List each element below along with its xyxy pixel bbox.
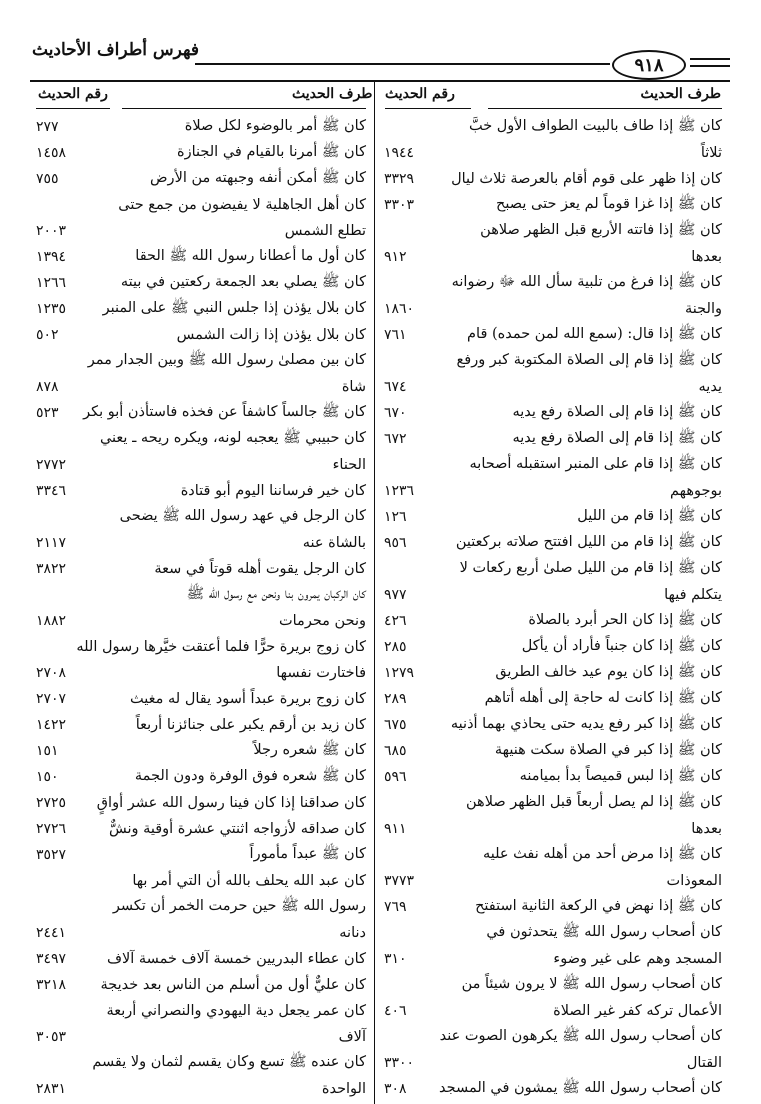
- hadith-text: يديه: [698, 379, 722, 395]
- hadith-text: ونحن محرمات: [278, 613, 366, 629]
- hadith-text: كان ﷺ إذا لبس قميصاً بدأ بميامنه: [519, 767, 722, 784]
- hadith-text: كان ﷺ شعره فوق الوفرة ودون الجمة: [134, 767, 366, 784]
- index-line: [384, 920, 722, 946]
- hadith-text: بعدها: [691, 249, 722, 265]
- index-line: [36, 608, 366, 634]
- hadith-number: ١٥١: [36, 743, 59, 759]
- hadith-text: كان ﷺ إذا قام إلى الصلاة رفع يديه: [512, 429, 722, 446]
- index-line: [36, 452, 366, 478]
- hadith-number: ١٢٣٥: [36, 301, 67, 317]
- hadith-text: كان ﷺ إذا نهض في الركعة الثانية استفتح: [475, 897, 722, 914]
- index-line: [384, 218, 722, 244]
- hadith-text: والجنة: [685, 301, 722, 317]
- index-line: [384, 764, 722, 790]
- right-hadith-header: طرف الحديث: [640, 86, 721, 102]
- hadith-text: بالشاة عنه: [302, 535, 366, 551]
- index-line: [36, 946, 366, 972]
- index-line: [384, 634, 722, 660]
- hadith-text: كان ﷺ إذا كان الحر أبرد بالصلاة: [528, 611, 722, 628]
- hadith-number: ٧٦١: [384, 327, 407, 343]
- hadith-text: كان أهل الجاهلية لا يفيضون من جمع حتى: [118, 197, 366, 213]
- hadith-text: القتال: [686, 1055, 722, 1071]
- hadith-text: كان الرجل يقوت أهله قوتاً في سعة: [154, 561, 366, 577]
- index-line: [384, 374, 722, 400]
- hadith-text: كان ﷺ إذا قام من الليل صلىٰ أربع ركعات لا: [459, 559, 722, 576]
- hadith-text: كان أول ما أعطانا رسول الله ﷺ الحقا: [135, 247, 366, 264]
- index-line: [36, 998, 366, 1024]
- hadith-text: ثلاثاً: [700, 145, 722, 161]
- hadith-text: كان ﷺ إذا قام إلى الصلاة المكتوبة كبر ورفع: [456, 351, 722, 368]
- index-line: [384, 140, 722, 166]
- hadith-number: ٢٨٣١: [36, 1081, 67, 1097]
- hadith-number: ٦٨٥: [384, 743, 407, 759]
- hadith-text: كان ﷺ إذا قام من الليل: [577, 507, 722, 524]
- index-line: [384, 1076, 722, 1102]
- index-line: [384, 296, 722, 322]
- column-divider: [374, 80, 375, 1104]
- hadith-text: كان ﷺ إذا قام إلى الصلاة رفع يديه: [512, 403, 722, 420]
- hadith-text: كان أصحاب رسول الله ﷺ يكرهون الصوت عند: [439, 1027, 722, 1044]
- index-line: [384, 790, 722, 816]
- hadith-text: الأعمال تركه كفر غير الصلاة: [553, 1003, 722, 1019]
- index-line: [36, 114, 366, 140]
- hadith-text: كان ﷺ إذا طاف بالبيت الطواف الأول خبَّ: [468, 117, 722, 134]
- index-line: [384, 1024, 722, 1050]
- hadith-text: كان بين مصلىٰ رسول الله ﷺ وبين الجدار ممر: [87, 351, 366, 368]
- index-line: [36, 660, 366, 686]
- hadith-text: كان ﷺ إذا قام من الليل افتتح صلاته بركعتين: [455, 533, 722, 550]
- hadith-number: ١٨٨٢: [36, 613, 67, 629]
- hadith-number: ٣٠٥٣: [36, 1029, 67, 1045]
- hadith-text: كان ﷺ إذا كان جنباً فأراد أن يأكل: [521, 637, 722, 654]
- hadith-number: ٦٧٢: [384, 431, 407, 447]
- hadith-text: كان ﷺ أمر بالوضوء لكل صلاة: [184, 117, 366, 134]
- header-rule-left: [195, 63, 610, 65]
- hadith-number: ٣٣٤٦: [36, 483, 67, 499]
- hadith-text: كان أصحاب رسول الله ﷺ يمشون في المسجد: [439, 1079, 722, 1096]
- hadith-number: ٨٧٨: [36, 379, 59, 395]
- index-line: [384, 504, 722, 530]
- hadith-number: ١٢٦: [384, 509, 407, 525]
- hadith-text: كان إذا ظهر على قوم أقام بالعرصة ثلاث ليال: [451, 171, 722, 187]
- index-line: [36, 816, 366, 842]
- hadith-number: ٧٦٩: [384, 899, 407, 915]
- hadith-text: كان عليٌّ أول من أسلم من الناس بعد خديجة: [100, 977, 366, 993]
- right-header-underline-num: [385, 108, 471, 109]
- index-line: [36, 322, 366, 348]
- right-column: [384, 114, 722, 1102]
- hadith-number: ٣٨٢٢: [36, 561, 67, 577]
- hadith-number: ١٢٣٦: [384, 483, 415, 499]
- hadith-number: ٩٧٧: [384, 587, 407, 603]
- index-line: [36, 296, 366, 322]
- right-number-header: رقم الحديث: [385, 86, 455, 102]
- hadith-text: كان حبيبي ﷺ يعجبه لونه، ويكره ريحه ـ يعني: [99, 429, 366, 446]
- hadith-number: ٦٧٤: [384, 379, 407, 395]
- index-line: [36, 374, 366, 400]
- index-line: [36, 712, 366, 738]
- hadith-text: كان أصحاب رسول الله ﷺ يتحدثون في: [486, 923, 722, 940]
- hadith-text: دنانه: [339, 925, 366, 941]
- hadith-number: ٣٣٠٠: [384, 1055, 415, 1071]
- index-line: [384, 582, 722, 608]
- hadith-number: ٦٧٠: [384, 405, 407, 421]
- index-line: [384, 556, 722, 582]
- index-line: [384, 348, 722, 374]
- hadith-number: ٧٥٥: [36, 171, 59, 187]
- index-line: [384, 166, 722, 192]
- hadith-number: ١٣٩٤: [36, 249, 67, 265]
- hadith-number: ٢٧٢٥: [36, 795, 67, 811]
- hadith-text: الواحدة: [321, 1081, 366, 1097]
- hadith-number: ٩١١: [384, 821, 407, 837]
- hadith-text: كان زوج بريرة عبداً أسود يقال له مغيث: [130, 691, 366, 707]
- hadith-number: ٢٧٢٦: [36, 821, 67, 837]
- hadith-text: كان صداقه لأزواجه اثنتي عشرة أوقية ونشٌّ: [108, 821, 366, 837]
- left-column: [36, 114, 366, 1102]
- index-line: [36, 764, 366, 790]
- hadith-text: بوجوههم: [670, 483, 722, 499]
- index-line: [36, 686, 366, 712]
- hadith-text: كان ﷺ إذا غزا قوماً لم يعز حتى يصبح: [496, 195, 722, 212]
- index-line: [36, 582, 366, 608]
- index-line: [36, 166, 366, 192]
- hadith-text: كان عطاء البدريين خمسة آلاف خمسة آلاف: [106, 951, 366, 967]
- hadith-text: كان ﷺ أمكن أنفه وجبهته من الأرض: [150, 169, 366, 186]
- index-line: [36, 790, 366, 816]
- hadith-number: ٣٣٢٩: [384, 171, 415, 187]
- header-rule-right-top: [690, 58, 730, 60]
- hadith-text: كان ﷺ أمرنا بالقيام في الجنازة: [177, 143, 366, 160]
- hadith-number: ٣٥٢٧: [36, 847, 67, 863]
- hadith-number: ٦٧٥: [384, 717, 407, 733]
- left-number-header: رقم الحديث: [38, 86, 108, 102]
- hadith-text: كان خير فرساننا اليوم أبو قتادة: [180, 483, 366, 499]
- index-line: [36, 972, 366, 998]
- index-line: [36, 218, 366, 244]
- hadith-number: ٣٧٧٣: [384, 873, 415, 889]
- index-line: [36, 738, 366, 764]
- index-line: [384, 608, 722, 634]
- hadith-text: الحناء: [332, 457, 366, 473]
- index-line: [384, 452, 722, 478]
- index-line: [384, 946, 722, 972]
- hadith-number: ٢٨٩: [384, 691, 407, 707]
- index-line: [384, 400, 722, 426]
- hadith-text: كان أصحاب رسول الله ﷺ لا يرون شيئاً من: [461, 975, 722, 992]
- index-line: [36, 400, 366, 426]
- hadith-text: آلاف: [338, 1029, 366, 1045]
- hadith-text: كان ﷺ عبداً مأموراً: [249, 845, 366, 862]
- hadith-text: كان بلال يؤذن إذا جلس النبي ﷺ على المنبر: [102, 299, 366, 316]
- hadith-text: المعوذات: [666, 873, 722, 889]
- header-rule-right-bottom: [690, 65, 730, 67]
- index-line: [36, 270, 366, 296]
- hadith-number: ٣٢١٨: [36, 977, 67, 993]
- hadith-number: ٢٠٠٣: [36, 223, 67, 239]
- hadith-text: كان ﷺ شعره رجلاً: [253, 741, 366, 758]
- hadith-text: كان ﷺ إذا كبر في الصلاة سكت هنيهة: [494, 741, 722, 758]
- hadith-text: كان ﷺ إذا كبر رفع يديه حتى يحاذي بهما أذنيه: [450, 715, 722, 732]
- index-line: [36, 894, 366, 920]
- hadith-number: ٥٢٣: [36, 405, 59, 421]
- index-line: [36, 426, 366, 452]
- index-line: [36, 1024, 366, 1050]
- hadith-text: تطلع الشمس: [284, 223, 366, 239]
- index-line: [384, 1050, 722, 1076]
- index-line: [36, 1050, 366, 1076]
- hadith-text: كان بلال يؤذن إذا زالت الشمس: [176, 327, 366, 343]
- left-header-underline-text: [122, 108, 366, 109]
- hadith-number: ١٢٦٦: [36, 275, 67, 291]
- hadith-number: ٢٧٧٢: [36, 457, 67, 473]
- index-line: [384, 868, 722, 894]
- index-line: [384, 842, 722, 868]
- index-line: [384, 192, 722, 218]
- index-line: [384, 894, 722, 920]
- index-line: [384, 530, 722, 556]
- hadith-text: كان عمر يجعل دية اليهودي والنصراني أربعة: [106, 1003, 366, 1019]
- index-line: [384, 972, 722, 998]
- hadith-number: ٢٤٤١: [36, 925, 67, 941]
- hadith-text: كان ﷺ إذا كانت له حاجة إلى أهله أتاهم: [484, 689, 722, 706]
- hadith-number: ٣٠٨: [384, 1081, 407, 1097]
- hadith-number: ١٩٤٤: [384, 145, 415, 161]
- index-line: [384, 998, 722, 1024]
- index-line: [36, 842, 366, 868]
- index-line: [384, 270, 722, 296]
- index-line: [36, 244, 366, 270]
- index-line: [36, 868, 366, 894]
- hadith-number: ٢٨٥: [384, 639, 407, 655]
- index-line: [36, 348, 366, 374]
- left-hadith-header: طرف الحديث: [292, 86, 373, 102]
- page-header: [0, 0, 761, 80]
- hadith-text: كان عبد الله يحلف بالله أن التي أمر بها: [132, 873, 366, 889]
- index-line: [36, 478, 366, 504]
- hadith-number: ١٨٦٠: [384, 301, 415, 317]
- index-line: [36, 530, 366, 556]
- hadith-text: كان ﷺ إذا فرغ من تلبية سأل الله ﷻ رضوانه: [451, 273, 722, 290]
- left-header-underline-num: [36, 108, 110, 109]
- hadith-number: ٢٧٠٨: [36, 665, 67, 681]
- index-line: [384, 712, 722, 738]
- hadith-text: كان ﷺ إذا لم يصل أربعاً قبل الظهر صلاهن: [466, 793, 722, 810]
- index-line: [384, 322, 722, 348]
- hadith-text: رسول الله ﷺ حين حرمت الخمر أن تكسر: [112, 897, 366, 914]
- hadith-number: ٥٩٦: [384, 769, 407, 785]
- hadith-number: ٢٧٠٧: [36, 691, 67, 707]
- index-line: [36, 634, 366, 660]
- hadith-text: كان ﷺ جالساً كاشفاً عن فخذه فاستأذن أبو بكر: [83, 403, 366, 420]
- hadith-number: ٣٤٩٧: [36, 951, 67, 967]
- hadith-number: ٣٣٠٣: [384, 197, 415, 213]
- page-number: ٩١٨: [612, 50, 686, 80]
- hadith-number: ٤٠٦: [384, 1003, 407, 1019]
- hadith-number: ١٥٠: [36, 769, 59, 785]
- hadith-text: كان ﷺ إذا كان يوم عيد خالف الطريق: [495, 663, 722, 680]
- index-line: [36, 504, 366, 530]
- hadith-number: ٩١٢: [384, 249, 407, 265]
- right-header-underline-text: [488, 108, 722, 109]
- hadith-text: كان ﷺ إذا قال: (سمع الله لمن حمده) قام: [467, 325, 722, 342]
- index-line: [384, 114, 722, 140]
- hadith-text: كان صداقنا إذا كان فينا رسول الله عشر أواقٍ: [96, 795, 366, 811]
- hadith-number: ١٤٢٢: [36, 717, 67, 733]
- index-line: [384, 426, 722, 452]
- index-line: [36, 1076, 366, 1102]
- hadith-text: كان عنده ﷺ تسع وكان يقسم لثمان ولا يقسم: [92, 1053, 366, 1070]
- index-line: [384, 738, 722, 764]
- index-line: [36, 192, 366, 218]
- hadith-number: ٢٧٧: [36, 119, 59, 135]
- index-line: [36, 556, 366, 582]
- index-line: [384, 686, 722, 712]
- hadith-number: ٣١٠: [384, 951, 407, 967]
- running-title: فهرس أطراف الأحاديث: [32, 40, 200, 60]
- index-line: [384, 660, 722, 686]
- hadith-text: كان ﷺ إذا مرض أحد من أهله نفث عليه: [482, 845, 722, 862]
- hadith-text: كان زوج بريرة حرًّا فلما أعتقت خيَّرها رسول الله: [76, 639, 366, 655]
- hadith-number: ٢١١٧: [36, 535, 67, 551]
- hadith-text: كان ﷺ إذا قام على المنبر استقبله أصحابه: [469, 455, 722, 472]
- hadith-number: ١٢٧٩: [384, 665, 415, 681]
- top-rule: [30, 80, 730, 82]
- hadith-text: كان الرجل في عهد رسول الله ﷺ يضحى: [119, 507, 366, 524]
- hadith-text: كان الركبان يمرون بنا ونحن مع رسول الله ﷺ: [186, 585, 366, 602]
- hadith-text: كان ﷺ إذا فاتته الأربع قبل الظهر صلاهن: [480, 221, 722, 238]
- index-line: [384, 816, 722, 842]
- hadith-text: بعدها: [691, 821, 722, 837]
- hadith-number: ٤٢٦: [384, 613, 407, 629]
- hadith-text: المسجد وهم على غير وضوء: [553, 951, 722, 967]
- hadith-text: فاختارت نفسها: [276, 665, 366, 681]
- index-line: [384, 478, 722, 504]
- hadith-text: كان زيد بن أرقم يكبر على جنائزنا أربعاً: [135, 717, 366, 733]
- hadith-number: ٩٥٦: [384, 535, 407, 551]
- index-line: [36, 140, 366, 166]
- index-line: [36, 920, 366, 946]
- index-line: [384, 244, 722, 270]
- hadith-text: شاة: [341, 379, 366, 395]
- hadith-number: ١٤٥٨: [36, 145, 67, 161]
- hadith-text: كان ﷺ يصلي بعد الجمعة ركعتين في بيته: [120, 273, 366, 290]
- hadith-number: ٥٠٢: [36, 327, 59, 343]
- hadith-text: يتكلم فيها: [664, 587, 722, 603]
